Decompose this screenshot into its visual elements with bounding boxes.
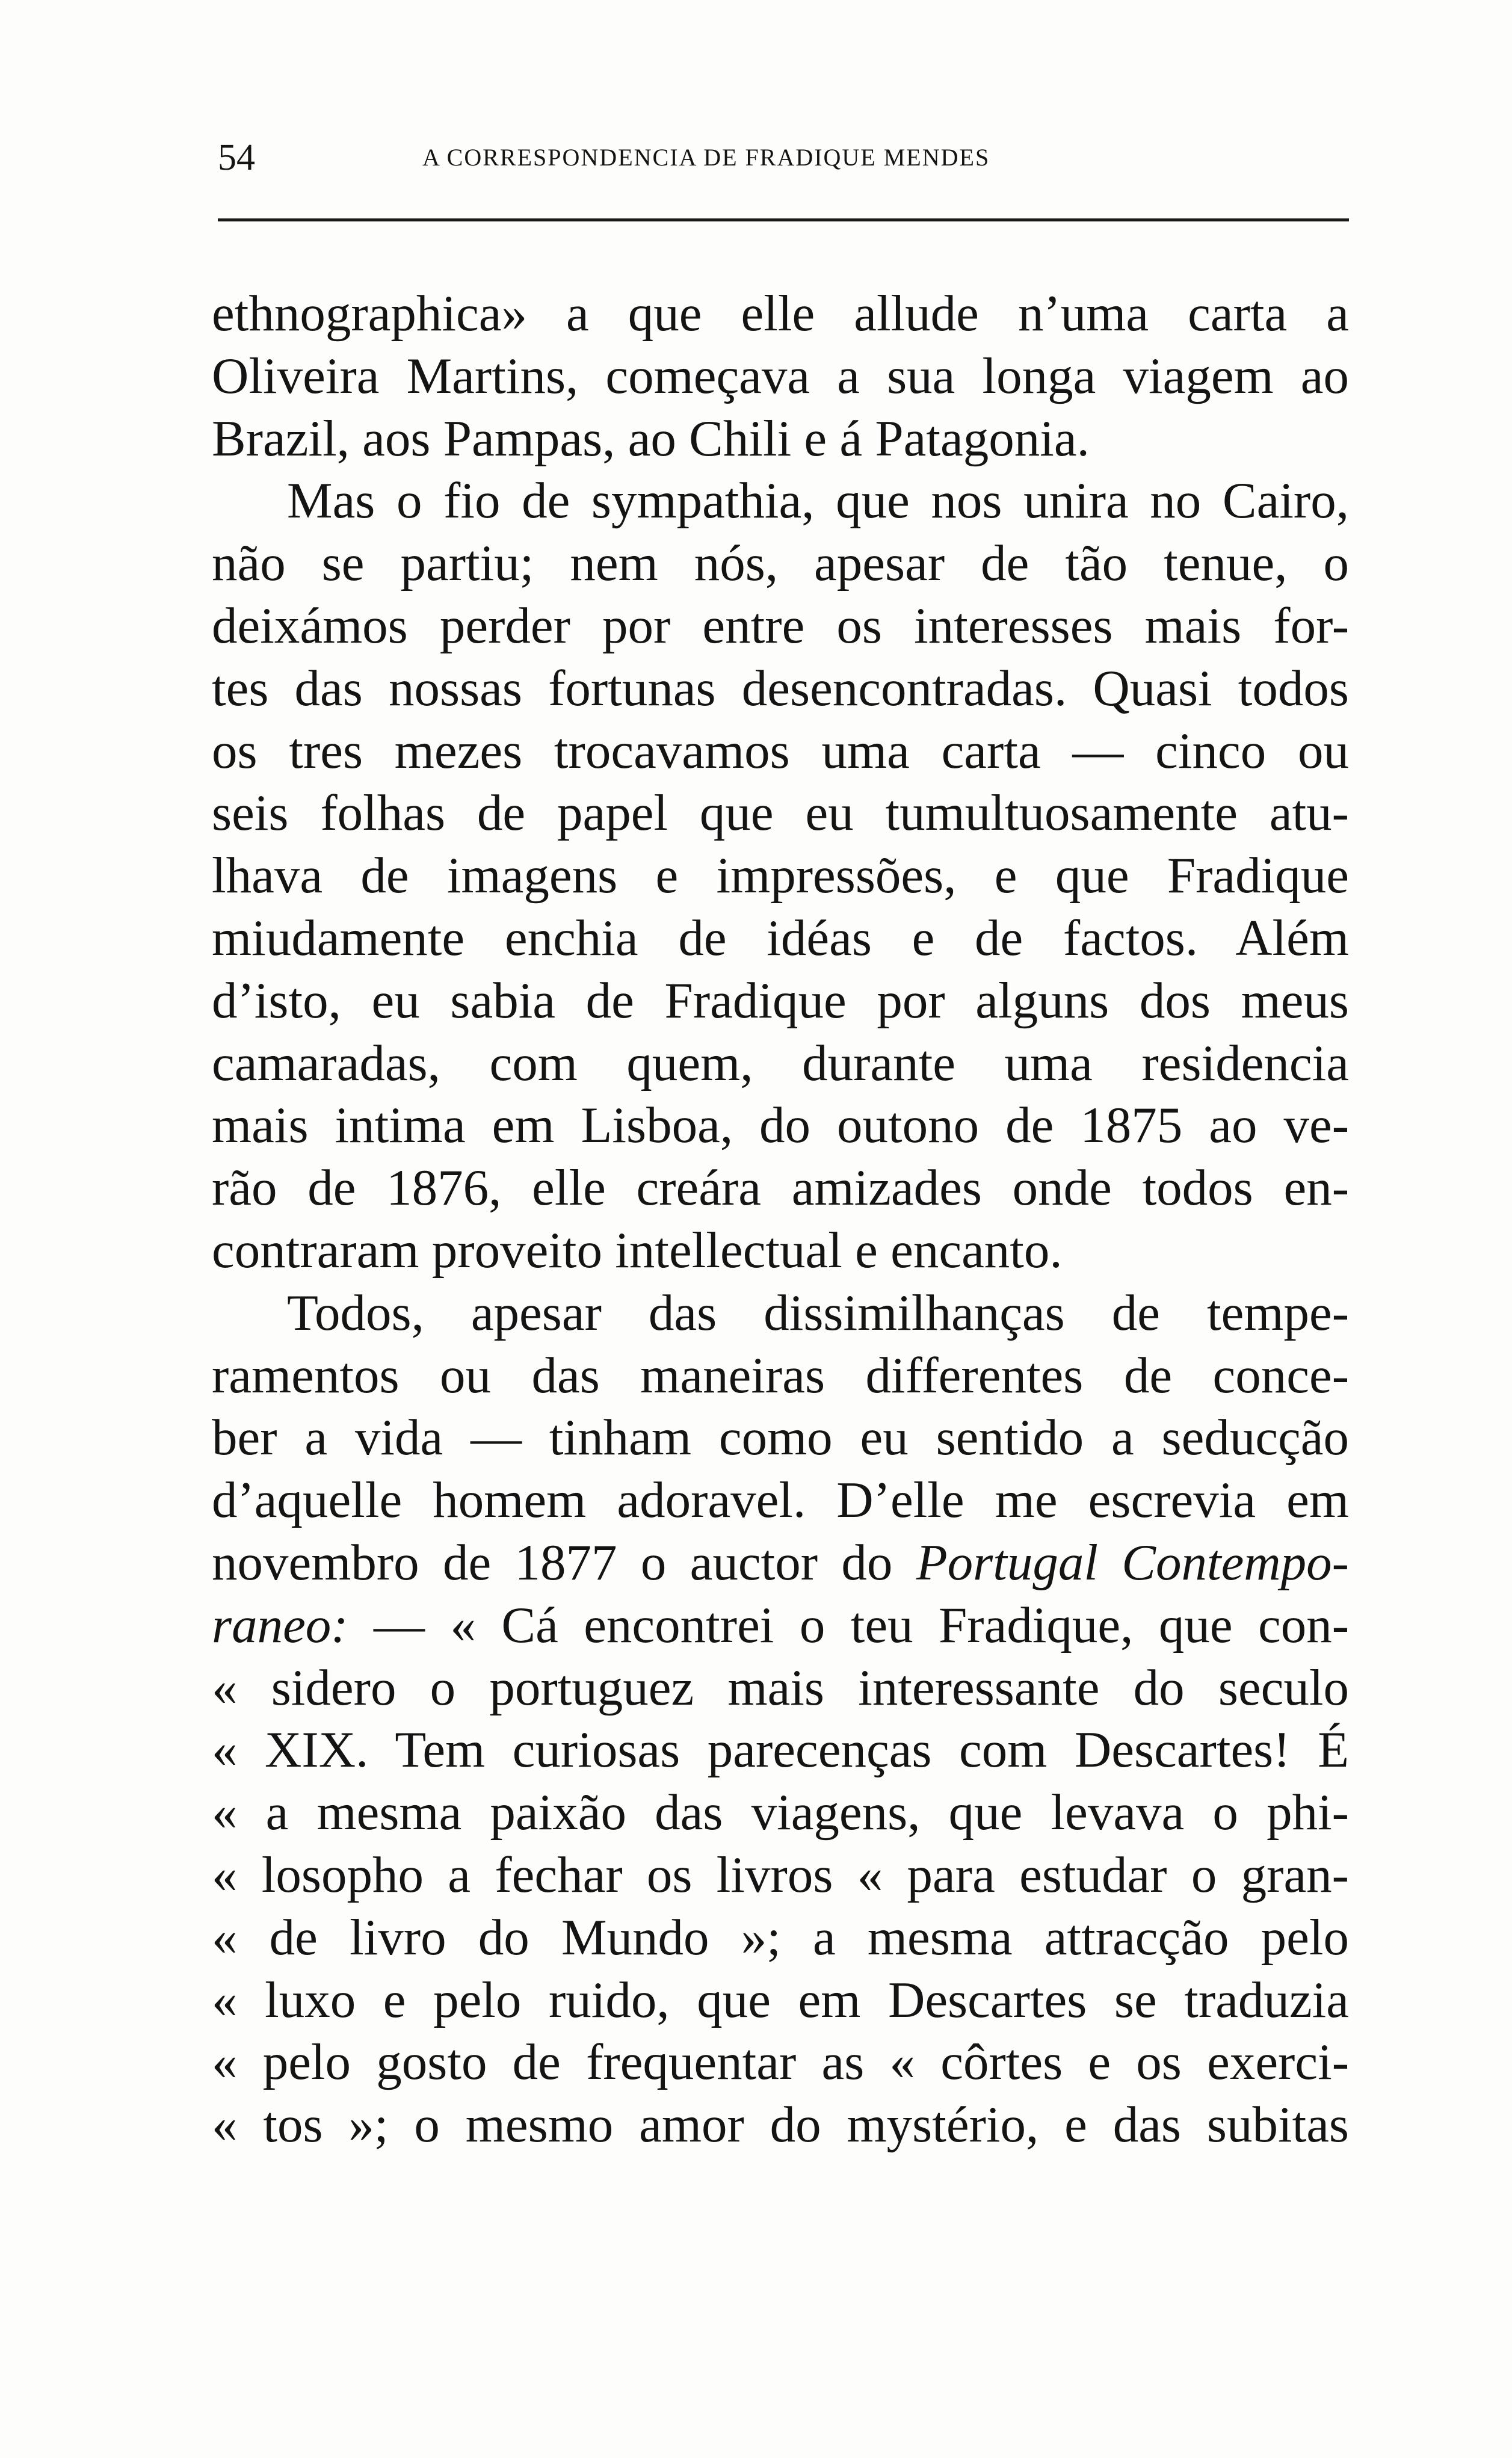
text-line-mixed (212, 1595, 1349, 1657)
page-number: 54 (218, 137, 255, 178)
text-line: Mas o fio de sympathia, que nos unira no Cairo, (287, 472, 1349, 530)
text-line: Oliveira Martins, começava a sua longa viagem ao (212, 347, 1349, 404)
text-line: deixámos perder por entre os interesses mais for- (212, 597, 1349, 654)
text-line: « tos »; o mesmo amor do mystério, e das subitas (212, 2096, 1349, 2154)
text-line: ramentos ou das maneiras differentes de conce- (212, 1347, 1349, 1404)
text-line: « losopho a fechar os livros « para estudar o gran- (212, 1846, 1349, 1903)
text-line: não se partiu; nem nós, apesar de tão tenue, o (212, 535, 1349, 592)
text-line: « XIX. Tem curiosas parecenças com Descartes! É (212, 1722, 1349, 1779)
text-line: Todos, apesar das dissimilhanças de tempe- (287, 1284, 1349, 1341)
text-line: d’isto, eu sabia de Fradique por alguns dos meus (212, 972, 1349, 1029)
text-span: — « Cá encontrei o teu Fradique, que con- (348, 1596, 1349, 1654)
text-line: seis folhas de papel que eu tumultuosamente atu- (212, 785, 1349, 842)
book-title-italic: Portugal Contempo- (916, 1534, 1349, 1591)
text-line: d’aquelle homem adoravel. D’elle me escrevia em (212, 1472, 1349, 1529)
book-title-italic: raneo: (212, 1596, 348, 1654)
text-line: miudamente enchia de idéas e de factos. Além (212, 909, 1349, 966)
text-line: ber a vida — tinham como eu sentido a seducção (212, 1409, 1349, 1466)
running-title: A CORRESPONDENCIA DE FRADIQUE MENDES (422, 144, 990, 171)
text-line: « de livro do Mundo »; a mesma attracção pelo (212, 1909, 1349, 1966)
body-text (212, 283, 1349, 2157)
page-header (218, 134, 1349, 182)
text-line-mixed (212, 1532, 1349, 1595)
text-line: lhava de imagens e impressões, e que Fradique (212, 847, 1349, 904)
header-rule (218, 218, 1349, 221)
text-line: Brazil, aos Pampas, ao Chili e á Patagonia. (212, 410, 1090, 467)
text-line: rão de 1876, elle creára amizades onde todos en- (212, 1160, 1349, 1217)
text-line: os tres mezes trocavamos uma carta — cinco ou (212, 722, 1349, 779)
text-span: novembro de 1877 o auctor do (212, 1534, 893, 1591)
text-line: « luxo e pelo ruido, que em Descartes se traduzia (212, 1971, 1349, 2028)
text-line: ethnographica» a que elle allude n’uma carta a (212, 285, 1349, 342)
text-line: « a mesma paixão das viagens, que levava o phi- (212, 1784, 1349, 1841)
text-line: « pelo gosto de frequentar as « côrtes e os exerci- (212, 2034, 1349, 2091)
text-line: camaradas, com quem, durante uma residencia (212, 1034, 1349, 1092)
text-line: mais intima em Lisboa, do outono de 1875 ao ve- (212, 1097, 1349, 1154)
text-line: contraram proveito intellectual e encanto. (212, 1221, 1063, 1279)
text-line: tes das nossas fortunas desencontradas. Quasi todos (212, 659, 1349, 717)
text-line: « sidero o portuguez mais interessante do seculo (212, 1659, 1349, 1716)
